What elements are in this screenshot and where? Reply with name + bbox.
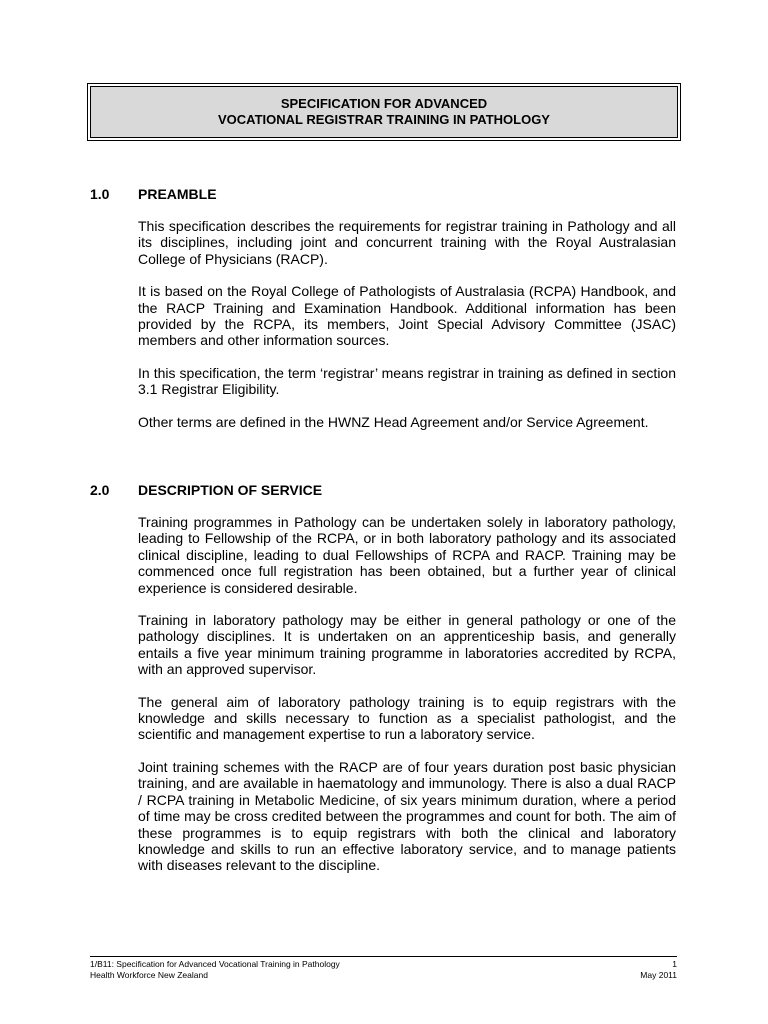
paragraph: Joint training schemes with the RACP are of four years duration post basic physician training, and are available in haematology and immunology. There is also a dual RACP / RCPA training in Metabolic Medicine, of six years minimum duration, where a period of time may be cross credited between the programmes and count for both. The aim of these programmes is to equip registrars with both the clinical and laboratory knowledge and skills to run an effective laboratory service, and to manage patients with diseases relevant to the discipline. [138, 758, 676, 874]
paragraph: Training in laboratory pathology may be either in general pathology or one of the pathology disciplines. It is undertaken on an apprenticeship basis, and generally entails a five year minimum training programme in laboratories accredited by RCPA, with an approved supervisor. [138, 612, 676, 678]
footer-page-number: 1 [672, 959, 677, 969]
paragraph: This specification describes the requirements for registrar training in Pathology and all its disciplines, including joint and concurrent training with the Royal Australasian College of Physicians (RACP). [138, 218, 676, 267]
paragraph: Other terms are defined in the HWNZ Head Agreement and/or Service Agreement. [138, 413, 649, 430]
paragraph: Training programmes in Pathology can be undertaken solely in laboratory pathology, leading to Fellowship of the RCPA, or in both laboratory pathology and its associated clinical discipline, leading to dual Fellowships of RCPA and RACP. Training may be commenced once full registration has been obtained, but a further year of clinical experience is considered desirable. [138, 514, 676, 596]
title-line-2: VOCATIONAL REGISTRAR TRAINING IN PATHOLOGY [218, 112, 550, 127]
section-number: 2.0 [90, 482, 110, 498]
footer-organisation: Health Workforce New Zealand [90, 970, 208, 980]
paragraph: It is based on the Royal College of Pathologists of Australasia (RCPA) Handbook, and the RACP Training and Examination Handbook. Additional information has been provided by the RCPA, its members, Joint Special Advisory Committee (JSAC) members and other information sources. [138, 283, 676, 349]
document-title-box [90, 86, 678, 138]
section-heading [90, 186, 676, 203]
footer-doc-ref: 1/B11: Specification for Advanced Vocational Training in Pathology [90, 959, 340, 969]
paragraph: In this specification, the term ‘registrar’ means registrar in training as defined in section 3.1 Registrar Eligibility. [138, 364, 676, 398]
footer-date: May 2011 [640, 970, 677, 980]
title-line-1: SPECIFICATION FOR ADVANCED [280, 96, 488, 111]
page-footer [90, 956, 677, 981]
section-number: 1.0 [90, 186, 110, 202]
section-description-of-service [90, 482, 676, 890]
section-heading [90, 482, 676, 499]
section-title: DESCRIPTION OF SERVICE [138, 482, 323, 498]
section-title: PREAMBLE [138, 186, 217, 202]
paragraph: The general aim of laboratory pathology training is to equip registrars with the knowledge and skills necessary to function as a specialist pathologist, and the scientific and management expertise to run a laboratory service. [138, 693, 676, 743]
section-preamble [90, 186, 676, 446]
